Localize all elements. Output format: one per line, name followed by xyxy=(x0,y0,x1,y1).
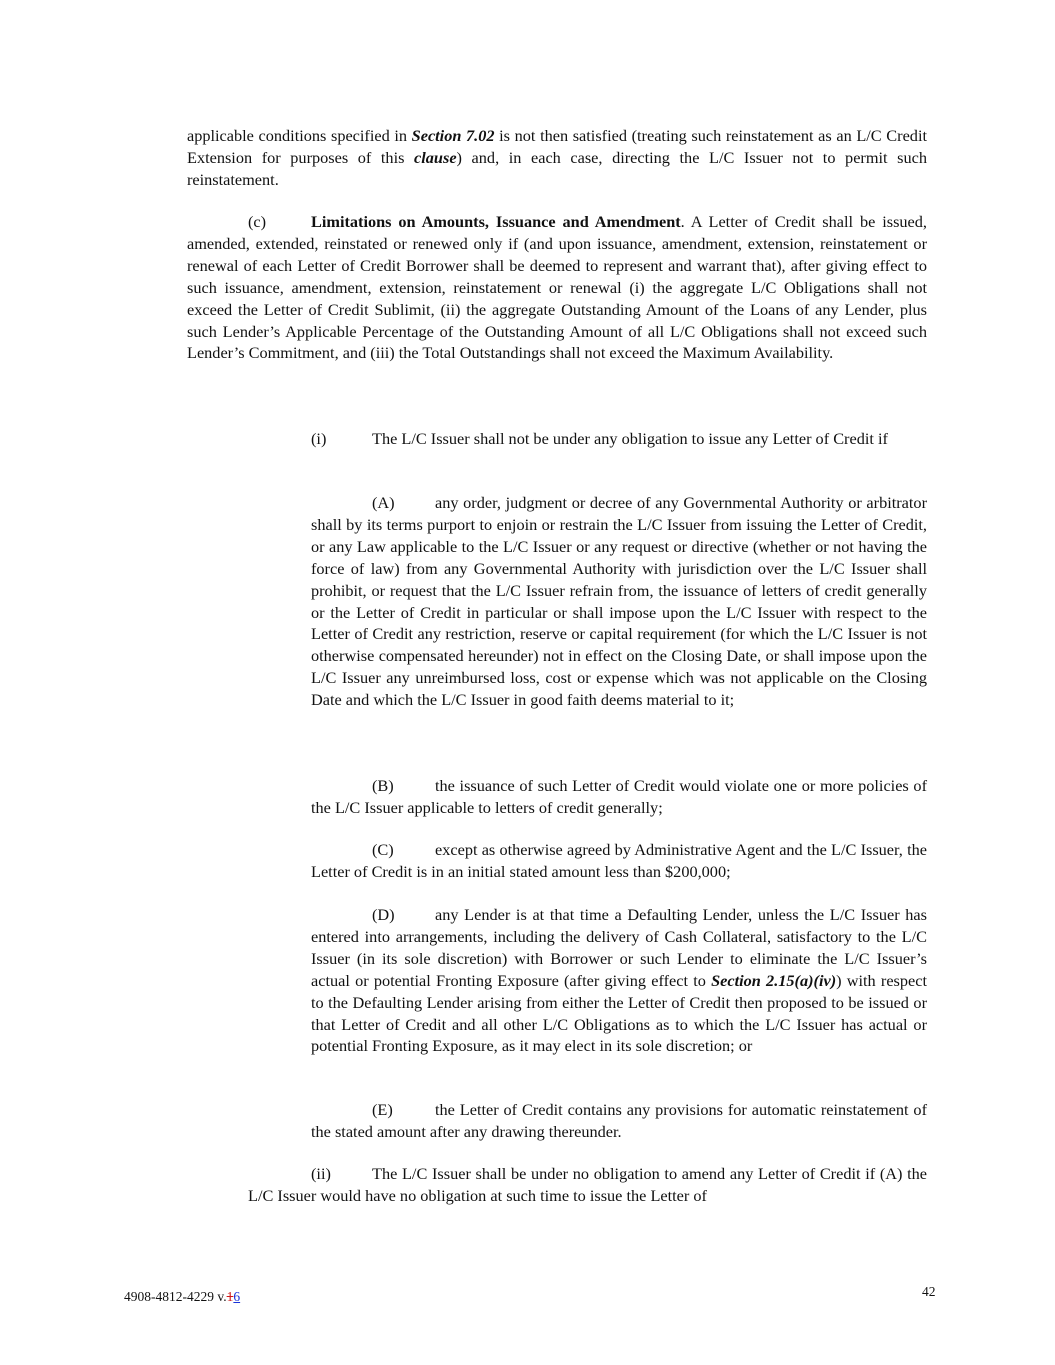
paragraph-label: (A) xyxy=(372,493,395,512)
paragraph-ii xyxy=(248,1163,927,1207)
paragraph-text: ) with respect to the Defaulting Lender arising from either the Letter of Credit then proposed to be issued or that Letter of Credit and all other L/C Obligations as to which the L/C Issuer has actual or potential Fronting Exposure, as it may elect in its sole discretion; or xyxy=(311,970,928,1056)
paragraph-E xyxy=(311,1099,927,1143)
paragraph-label: (c) xyxy=(248,212,267,231)
text: ) and, in each case, directing the L/C Issuer not to permit such reinstatement. xyxy=(187,147,927,189)
paragraph-label: (ii) xyxy=(311,1164,331,1183)
paragraph-c xyxy=(187,211,927,364)
doc-id: 4908-4812-4229 v. xyxy=(124,1289,227,1304)
paragraph-i xyxy=(248,428,927,450)
paragraph-label: (D) xyxy=(372,905,395,924)
paragraph-heading: Limitations on Amounts, Issuance and Amendment xyxy=(311,212,681,231)
deleted-version: 1 xyxy=(226,1289,234,1304)
footer-document-id xyxy=(124,1289,240,1305)
paragraph-text: The L/C Issuer shall not be under any obligation to issue any Letter of Credit if xyxy=(372,429,888,448)
paragraph-text: the Letter of Credit contains any provisions for automatic reinstatement of the stated amount after any drawing thereunder. xyxy=(311,1100,927,1141)
paragraph-label: (E) xyxy=(372,1100,393,1119)
paragraph-text: any Lender is at that time a Defaulting Lender, unless the L/C Issuer has entered into arrangements, including the delivery of Cash Collateral, satisfactory to the L/C Issuer (in its sole discretion) with Borrower or such Lender to eliminate the L/C Issuer’s actual or potential Fronting Exposure (after giving effect to xyxy=(311,905,927,990)
page-number: 42 xyxy=(922,1284,936,1299)
paragraph-label: (i) xyxy=(311,429,327,448)
paragraph-text: The L/C Issuer shall be under no obligation to amend any Letter of Credit if (A) the L/C Issuer would have no obligation at such time to issue the Letter of xyxy=(248,1164,927,1205)
clause-reference: clause xyxy=(414,147,457,167)
paragraph-B xyxy=(311,775,927,819)
inserted-version: 6 xyxy=(233,1289,241,1304)
paragraph-label: (C) xyxy=(372,840,394,859)
text: is not then satisfied (treating such reinstatement as an L/C Credit Extension for purposes of this xyxy=(187,126,927,167)
paragraph-text: the issuance of such Letter of Credit would violate one or more policies of the L/C Issuer applicable to letters of credit generally; xyxy=(311,776,927,817)
paragraph-C xyxy=(311,839,927,883)
paragraph-D xyxy=(311,904,927,1057)
paragraph-continuation xyxy=(187,125,927,191)
text: applicable conditions specified in xyxy=(187,126,412,145)
paragraph-label: (B) xyxy=(372,776,394,795)
paragraph-text: any order, judgment or decree of any Governmental Authority or arbitrator shall by its terms purport to enjoin or restrain the L/C Issuer from issuing the Letter of Credit, or any Law applicable to the L/C Issuer or any request or directive (whether or not having the force of law) from any Governmental Authority with jurisdiction over the L/C Issuer shall prohibit, or request that the L/C Issuer refrain from, the issuance of letters of credit generally or the Letter of Credit in particular or shall impose upon the L/C Issuer with respect to the Letter of Credit any restriction, reserve or capital requirement (for which the L/C Issuer is not otherwise compensated hereunder) not in effect on the Closing Date, or shall impose upon the L/C Issuer any unreimbursed loss, cost or expense which was not applicable on the Closing Date and which the L/C Issuer in good faith deems material to it; xyxy=(311,493,927,710)
paragraph-text: except as otherwise agreed by Administrative Agent and the L/C Issuer, the Letter of Credit is in an initial stated amount less than $200,000; xyxy=(311,840,927,881)
paragraph-A xyxy=(311,492,927,711)
section-reference: Section 7.02 xyxy=(411,126,495,145)
section-reference: Section 2.15(a)(iv) xyxy=(711,970,837,990)
paragraph-text: . A Letter of Credit shall be issued, amended, extended, reinstated or renewed only if (and upon issuance, amendment, extension, reinstatement or renewal of each Letter of Credit Borrower shall be deemed to represent and warrant that), after giving effect to such issuance, amendment, extension, reinstatement or renewal (i) the aggregate L/C Obligations shall not exceed the Letter of Credit Sublimit, (ii) the aggregate Outstanding Amount of the Loans of any Lender, plus such Lender’s Applicable Percentage of the Outstanding Amount of all L/C Obligations shall not exceed such Lender’s Commitment, and (iii) the Total Outstandings shall not exceed the Maximum Availability. xyxy=(187,212,927,363)
